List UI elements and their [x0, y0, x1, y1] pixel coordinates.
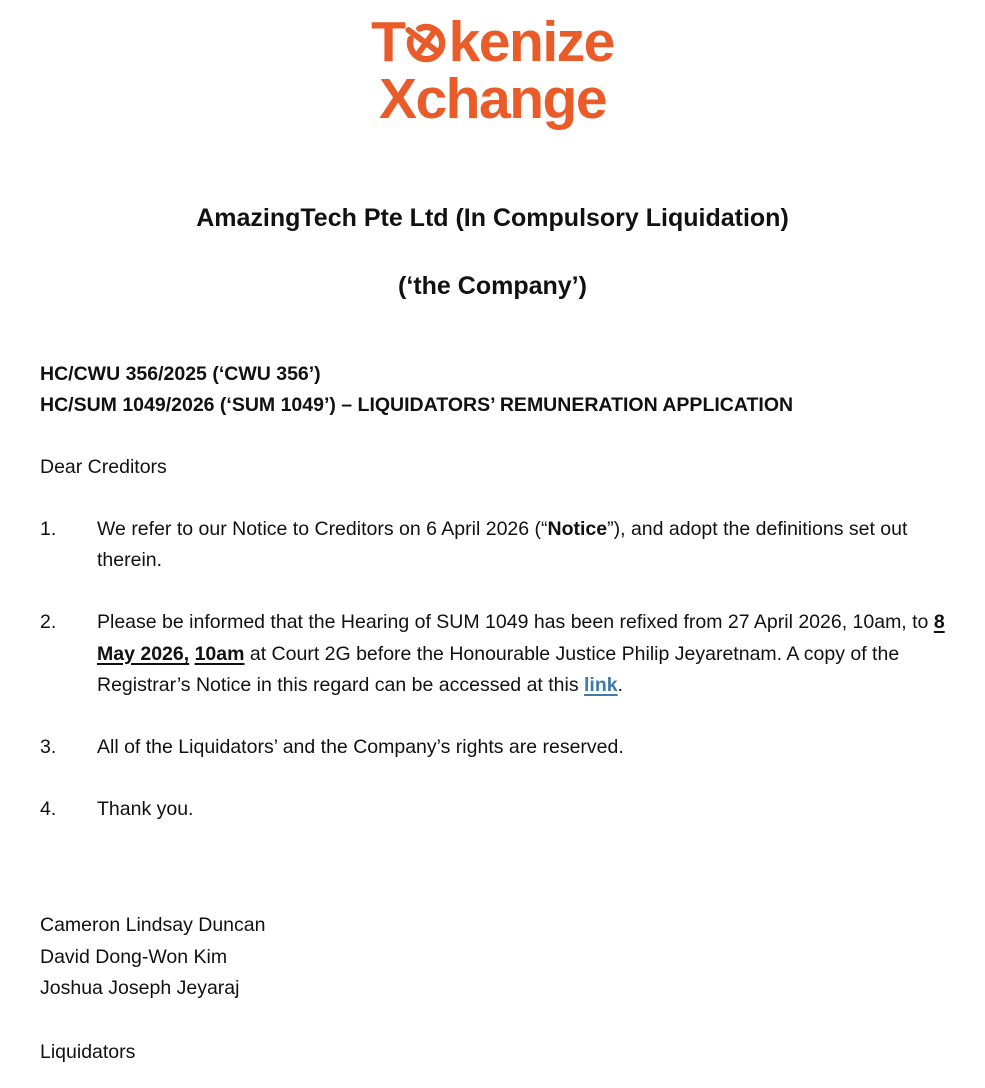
- paragraph-number: 1.: [40, 518, 57, 541]
- text-segment: ”), and adopt the definitions set out therein.: [97, 518, 908, 572]
- paragraph-3: [40, 732, 945, 763]
- signatory-name: Cameron Lindsay Duncan: [40, 914, 266, 937]
- document-title: [40, 203, 945, 303]
- text-segment: Please be informed that the Hearing of SUM 1049 has been refixed from 27 April 2026, 10am, to: [97, 611, 934, 634]
- text-segment: All of the Liquidators’ and the Company’s rights are reserved.: [97, 736, 624, 758]
- case-ref-sum: HC/SUM 1049/2026 (‘SUM 1049’) – LIQUIDATORS’ REMUNERATION APPLICATION: [40, 393, 794, 416]
- paragraph-2: [40, 607, 945, 701]
- case-ref-cwu: HC/CWU 356/2025 (‘CWU 356’): [40, 362, 321, 385]
- hearing-time-emphasis: 10am: [194, 642, 245, 665]
- paragraph-text: [97, 607, 945, 701]
- token-o-x-icon: [405, 22, 447, 64]
- paragraph-number: 4.: [40, 798, 57, 821]
- tokenize-xchange-logo: [40, 10, 945, 131]
- signatories: [40, 910, 945, 1004]
- paragraph-text: [97, 514, 945, 576]
- company-name-heading: AmazingTech Pte Ltd (In Compulsory Liquidation): [196, 204, 789, 232]
- logo-text-t: T: [371, 10, 405, 74]
- signoff-role: Liquidators: [40, 1040, 136, 1063]
- paragraph-4: [40, 794, 945, 825]
- numbered-paragraphs: [40, 514, 945, 825]
- company-alias-heading: (‘the Company’): [398, 272, 587, 301]
- hearing-date-emphasis: 8 May 2026,: [97, 611, 945, 665]
- signatory-name: Joshua Joseph Jeyaraj: [40, 976, 240, 999]
- logo-text-kenize: kenize: [448, 10, 614, 74]
- text-segment: We refer to our Notice to Creditors on 6 April 2026 (“: [97, 518, 548, 541]
- signatory-name: David Dong-Won Kim: [40, 945, 228, 968]
- text-segment: .: [617, 673, 624, 696]
- logo-line-xchange: Xchange: [378, 67, 607, 131]
- paragraph-number: 3.: [40, 736, 57, 758]
- salutation: Dear Creditors: [40, 455, 167, 478]
- bold-notice-term: Notice: [547, 518, 608, 541]
- registrars-notice-link[interactable]: link: [584, 673, 618, 696]
- case-references: [40, 359, 945, 421]
- paragraph-number: 2.: [40, 611, 57, 634]
- text-segment: Thank you.: [97, 798, 194, 821]
- paragraph-text: [97, 732, 945, 763]
- logo-line-tokenize: [40, 10, 945, 74]
- text-segment: at Court 2G before the Honourable Justice Philip Jeyaretnam. A copy of the Registrar’s Notice in this regard can be accessed at this: [97, 642, 900, 696]
- paragraph-1: [40, 514, 945, 576]
- paragraph-text: [97, 794, 945, 825]
